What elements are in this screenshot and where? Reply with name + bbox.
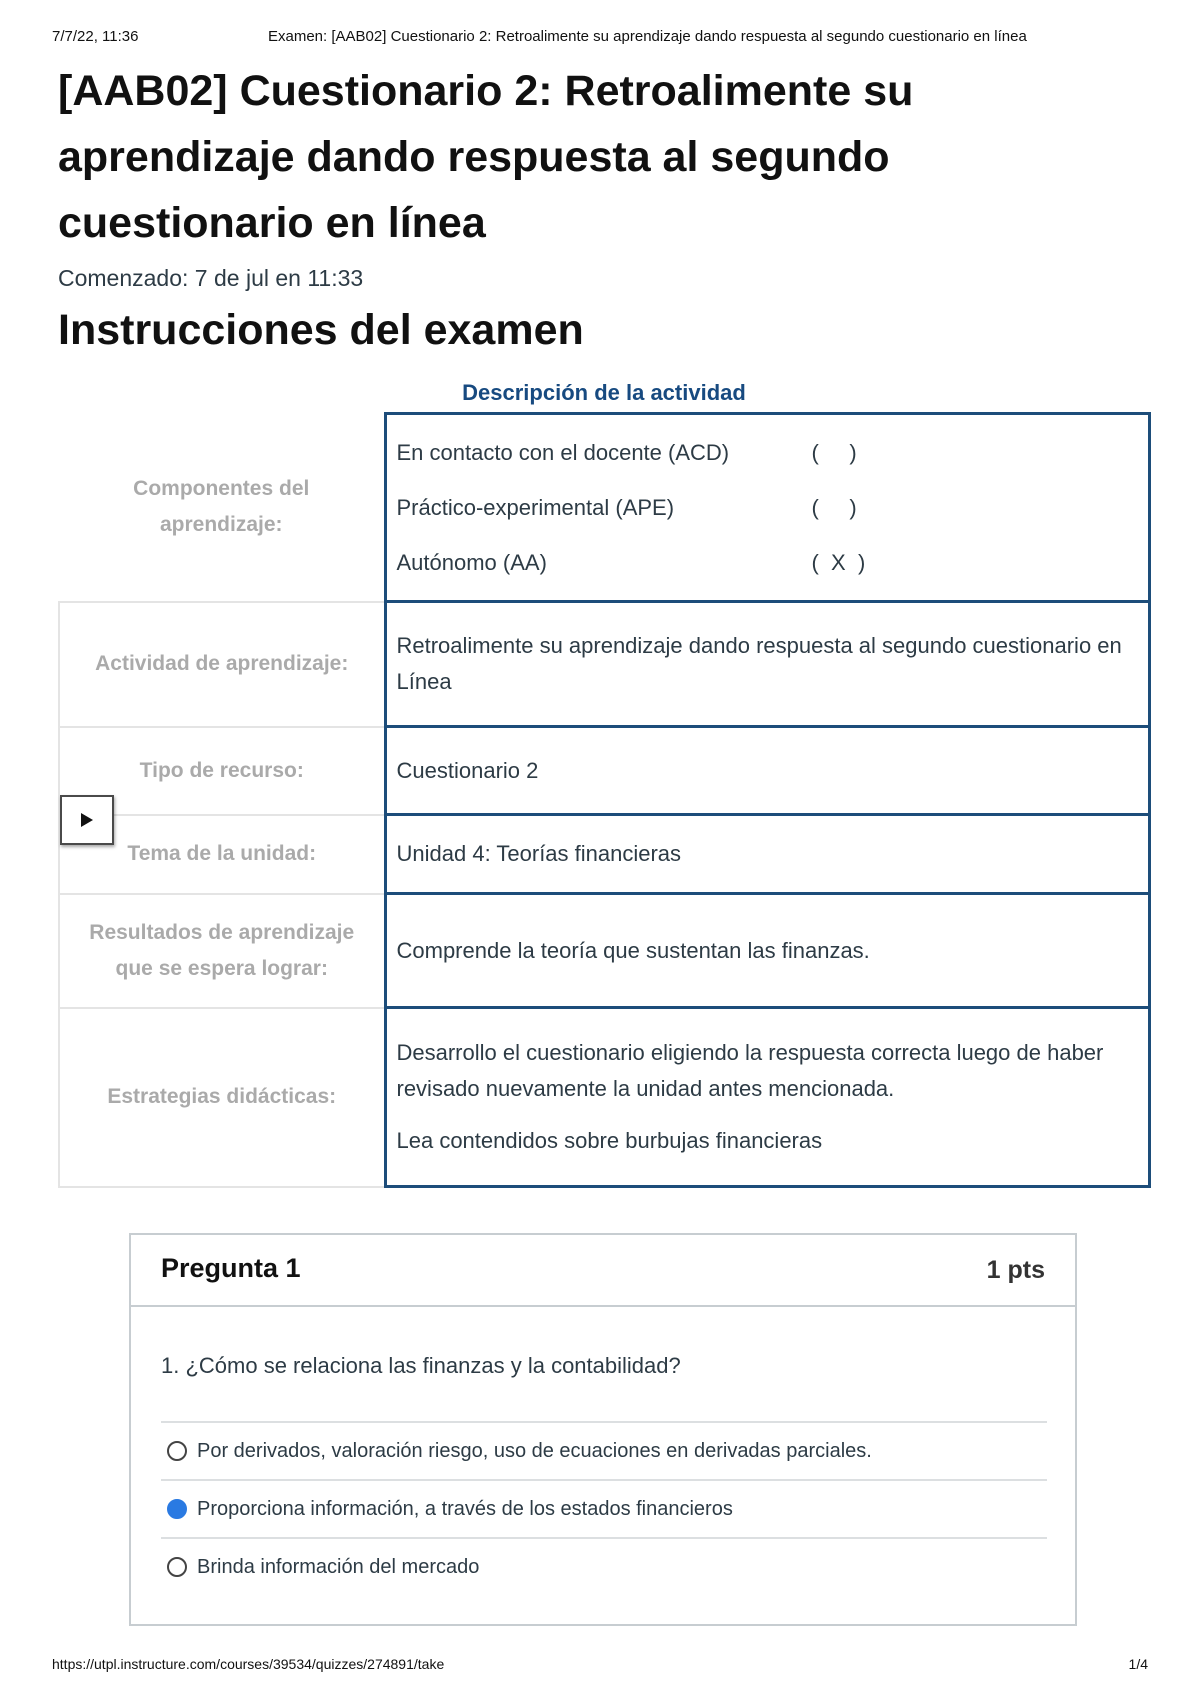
- table-row: [59, 414, 1149, 602]
- component-mark: ( ): [811, 494, 857, 520]
- components-cell: [385, 414, 1149, 602]
- page-number: 1/4: [1128, 1656, 1148, 1672]
- component-item: [397, 425, 1138, 480]
- quiz-title: [AAB02] Cuestionario 2: Retroalimente su aprendizaje dando respuesta al segundo cuestionario en línea: [58, 67, 914, 247]
- component-mark: ( X ): [811, 549, 866, 575]
- outcomes-value: Comprende la teoría que sustentan las finanzas.: [385, 894, 1149, 1008]
- component-mark: ( ): [811, 439, 857, 465]
- answer-label: Proporciona información, a través de los estados financieros: [197, 1497, 733, 1520]
- answer-option[interactable]: [161, 1421, 1047, 1479]
- radio-button-selected[interactable]: [167, 1499, 187, 1519]
- answer-option[interactable]: [161, 1479, 1047, 1537]
- strategies-value-2: Lea contendidos sobre burbujas financieras: [396, 1128, 823, 1153]
- row-label-activity: Actividad de aprendizaje:: [59, 602, 385, 727]
- print-datetime: 7/7/22, 11:36: [52, 28, 139, 45]
- activity-value: Retroalimente su aprendizaje dando respuesta al segundo cuestionario en Línea: [385, 602, 1149, 727]
- table-row: [59, 727, 1149, 815]
- component-name: Práctico-experimental (APE): [396, 494, 675, 520]
- play-icon: [81, 813, 93, 827]
- instructions-heading: Instrucciones del examen: [58, 306, 584, 354]
- answer-option[interactable]: [161, 1537, 1047, 1595]
- row-label-resource: Tipo de recurso:: [59, 727, 385, 815]
- table-row: [59, 894, 1149, 1008]
- question-points: 1 pts: [986, 1256, 1045, 1284]
- component-name: Autónomo (AA): [396, 549, 547, 575]
- answer-label: Por derivados, valoración riesgo, uso de ecuaciones en derivadas parciales.: [197, 1439, 872, 1462]
- question-card: [129, 1233, 1077, 1626]
- component-item: [397, 535, 1138, 590]
- table-row: [59, 602, 1149, 727]
- print-header: [52, 28, 1140, 48]
- strategies-value-1: Desarrollo el cuestionario eligiendo la respuesta correcta luego de haber revisado nuevamente la unidad antes mencionada.: [396, 1040, 1104, 1101]
- question-text: 1. ¿Cómo se relaciona las finanzas y la contabilidad?: [161, 1353, 681, 1378]
- component-name: En contacto con el docente (ACD): [396, 439, 730, 465]
- print-url: https://utpl.instructure.com/courses/39534/quizzes/274891/take: [52, 1656, 445, 1672]
- radio-button[interactable]: [167, 1441, 187, 1461]
- print-document-title: Examen: [AAB02] Cuestionario 2: Retroalimente su aprendizaje dando respuesta al segundo cuestionario en línea: [268, 28, 1027, 45]
- component-item: [397, 480, 1138, 535]
- row-label-components: Componentes del aprendizaje:: [59, 414, 385, 602]
- activity-table-caption: Descripción de la actividad: [462, 380, 746, 405]
- row-label-strategies: Estrategias didácticas:: [59, 1008, 385, 1187]
- row-label-outcomes: Resultados de aprendizaje que se espera lograr:: [59, 894, 385, 1008]
- answer-list: [161, 1421, 1047, 1595]
- answer-label: Brinda información del mercado: [197, 1555, 480, 1578]
- activity-description-table: [58, 412, 1151, 1188]
- resource-value: Cuestionario 2: [385, 727, 1149, 815]
- media-play-button[interactable]: [60, 795, 114, 845]
- strategies-cell: [385, 1008, 1149, 1187]
- started-timestamp: Comenzado: 7 de jul en 11:33: [58, 265, 364, 291]
- topic-value: Unidad 4: Teorías financieras: [385, 815, 1149, 894]
- question-name: Pregunta 1: [161, 1253, 301, 1283]
- table-row: [59, 1008, 1149, 1187]
- question-header: [131, 1235, 1075, 1307]
- table-row: [59, 815, 1149, 894]
- row-label-topic: Tema de la unidad:: [59, 815, 385, 894]
- radio-button[interactable]: [167, 1557, 187, 1577]
